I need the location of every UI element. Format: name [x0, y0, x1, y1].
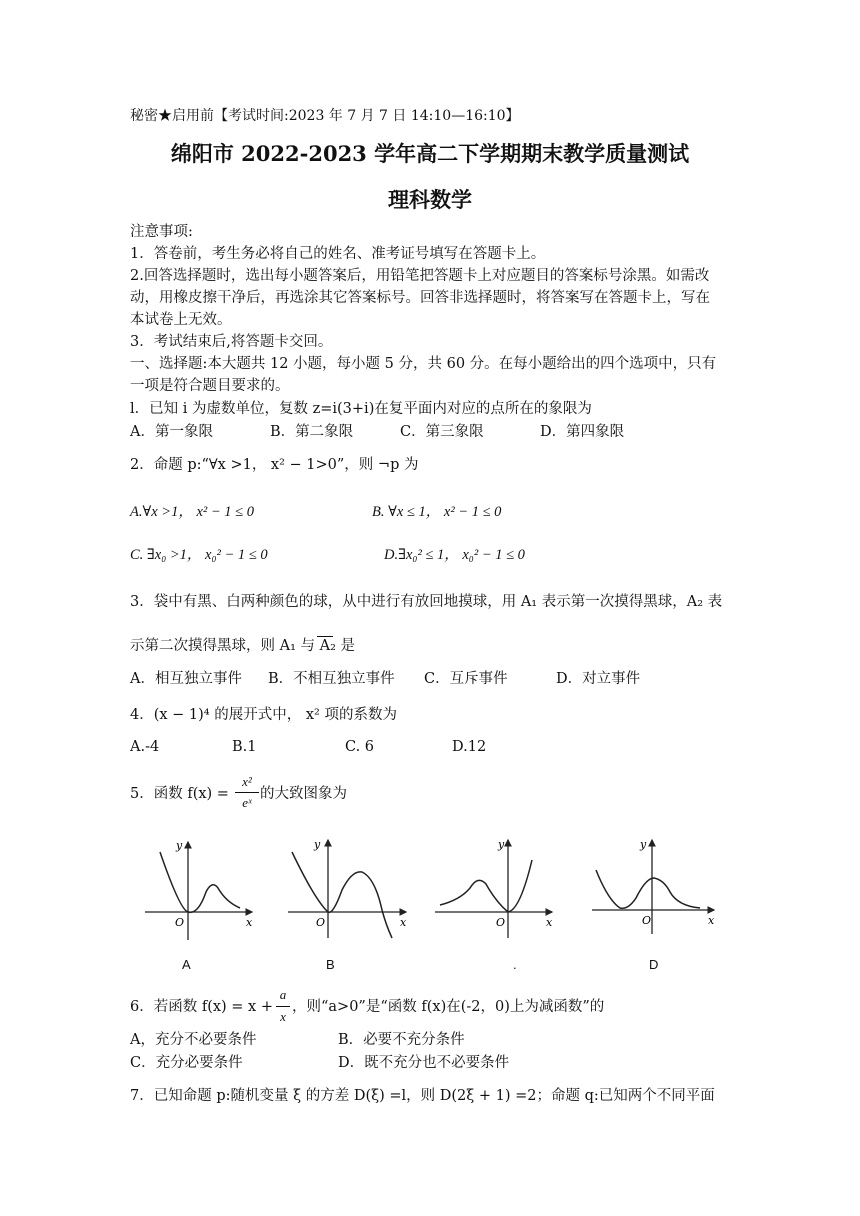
- graph-a-caption: A: [182, 957, 191, 972]
- graph-d-x-label: x: [708, 914, 715, 927]
- graph-d-caption: D: [649, 957, 659, 972]
- q1-stem: l．已知 i 为虚数单位，复数 z=i(3+i)在复平面内对应的点所在的象限为: [130, 401, 592, 417]
- q2-option-c: C. ∃x₀ >1， x₀² − 1 ≤ 0: [130, 547, 268, 563]
- q5-graphs: [130, 830, 730, 980]
- note-2-line3: 本试卷上无效。: [130, 312, 232, 328]
- graph-d-origin: O: [642, 914, 652, 927]
- graph-b: [288, 840, 406, 938]
- q3-stem-line1: 3．袋中有黑、白两种颜色的球，从中进行有放回地摸球，用 A₁ 表示第一次摸得黑球，A₂ 表: [130, 594, 723, 610]
- graph-b-y-label: y: [314, 838, 321, 851]
- graph-c: [435, 840, 552, 938]
- graph-b-x-label: x: [400, 916, 407, 929]
- q3-option-c: C．互斥事件: [424, 671, 508, 687]
- q6-option-a: A，充分不必要条件: [130, 1032, 257, 1048]
- q1-option-c: C．第三象限: [400, 424, 484, 440]
- note-3: 3．考试结束后,将答题卡交回。: [130, 334, 333, 350]
- q2-stem: 2．命题 p:“∀x >1， x² − 1>0”，则 ¬p 为: [130, 457, 419, 473]
- graph-b-caption: B: [326, 957, 335, 972]
- graph-a-x-label: x: [246, 916, 253, 929]
- q6-stem-post: ，则“a>0”是“函数 f(x)在(-2，0)上为减函数”的: [292, 999, 605, 1015]
- q4-option-d: D.12: [452, 739, 487, 755]
- q4-option-b: B.1: [232, 739, 257, 755]
- note-2-line1: 2.回答选择题时，选出每小题答案后，用铅笔把答题卡上对应题目的答案标号涂黑。如需改: [130, 268, 710, 284]
- graph-c-x-label: x: [546, 916, 553, 929]
- q2-option-d: D.∃x₀² ≤ 1， x₀² − 1 ≤ 0: [384, 547, 525, 563]
- q6-option-b: B．必要不充分条件: [338, 1032, 465, 1048]
- q5-stem-pre: 5．函数 f(x) =: [130, 786, 229, 802]
- section-intro-line1: 一、选择题:本大题共 12 小题，每小题 5 分，共 60 分。在每小题给出的四个选项中，只有: [130, 356, 717, 372]
- graph-a-y-label: y: [176, 839, 183, 852]
- q5-frac-num: x²: [242, 774, 252, 789]
- q2-option-a: A.∀x >1， x² − 1 ≤ 0: [130, 504, 254, 520]
- q6-frac-num: a: [279, 987, 287, 1002]
- q3-overline: [317, 636, 333, 637]
- q1-option-b: B．第二象限: [270, 424, 354, 440]
- q3-option-b: B．不相互独立事件: [268, 671, 395, 687]
- graph-d: [592, 840, 714, 934]
- graph-c-y-label: y: [498, 838, 505, 851]
- graph-d-y-label: y: [640, 838, 647, 851]
- q5-stem-post: 的大致图象为: [260, 786, 347, 802]
- q6-option-c: C．充分必要条件: [130, 1055, 243, 1071]
- q3-option-a: A．相互独立事件: [130, 671, 242, 687]
- q6-stem-pre: 6．若函数 f(x) = x +: [130, 999, 273, 1015]
- note-1: 1．答卷前，考生务必将自己的姓名、准考证号填写在答题卡上。: [130, 246, 546, 262]
- q4-stem: 4．(x − 1)⁴ 的展开式中， x² 项的系数为: [130, 707, 397, 723]
- graph-a-origin: O: [175, 916, 185, 929]
- q6-option-d: D．既不充分也不必要条件: [338, 1055, 510, 1071]
- graph-c-origin: O: [496, 916, 506, 929]
- q1-option-a: A．第一象限: [130, 424, 213, 440]
- exam-subject: 理科数学: [388, 187, 472, 212]
- q6-frac-den: x: [280, 1009, 286, 1024]
- q2-option-b: B. ∀x ≤ 1， x² − 1 ≤ 0: [372, 504, 502, 520]
- note-2-line2: 动，用橡皮擦干净后，再选涂其它答案标号。回答非选择题时，将答案写在答题卡上，写在: [130, 290, 710, 306]
- graph-c-caption: .: [513, 957, 517, 972]
- q1-option-d: D．第四象限: [540, 424, 625, 440]
- notes-heading: 注意事项:: [130, 224, 193, 240]
- secret-line: 秘密★启用前【考试时间:2023 年 7 月 7 日 14:10—16:10】: [130, 108, 520, 124]
- q7-stem: 7．已知命题 p:随机变量 ξ 的方差 D(ξ) =l，则 D(2ξ + 1) =2；命题 q:已知两个不同平面: [130, 1088, 715, 1104]
- q3-stem-line2: 示第二次摸得黑球，则 A₁ 与 A₂ 是: [130, 638, 356, 654]
- graph-b-origin: O: [316, 916, 326, 929]
- q4-option-c: C. 6: [345, 739, 375, 755]
- q5-frac-den: eˣ: [242, 795, 252, 810]
- q3-option-d: D．对立事件: [556, 671, 641, 687]
- q4-option-a: A.-4: [130, 739, 160, 755]
- graph-a: [145, 842, 252, 940]
- exam-title: 绵阳市 2022-2023 学年高二下学期期末教学质量测试: [170, 141, 690, 166]
- section-intro-line2: 一项是符合题目要求的。: [130, 378, 290, 394]
